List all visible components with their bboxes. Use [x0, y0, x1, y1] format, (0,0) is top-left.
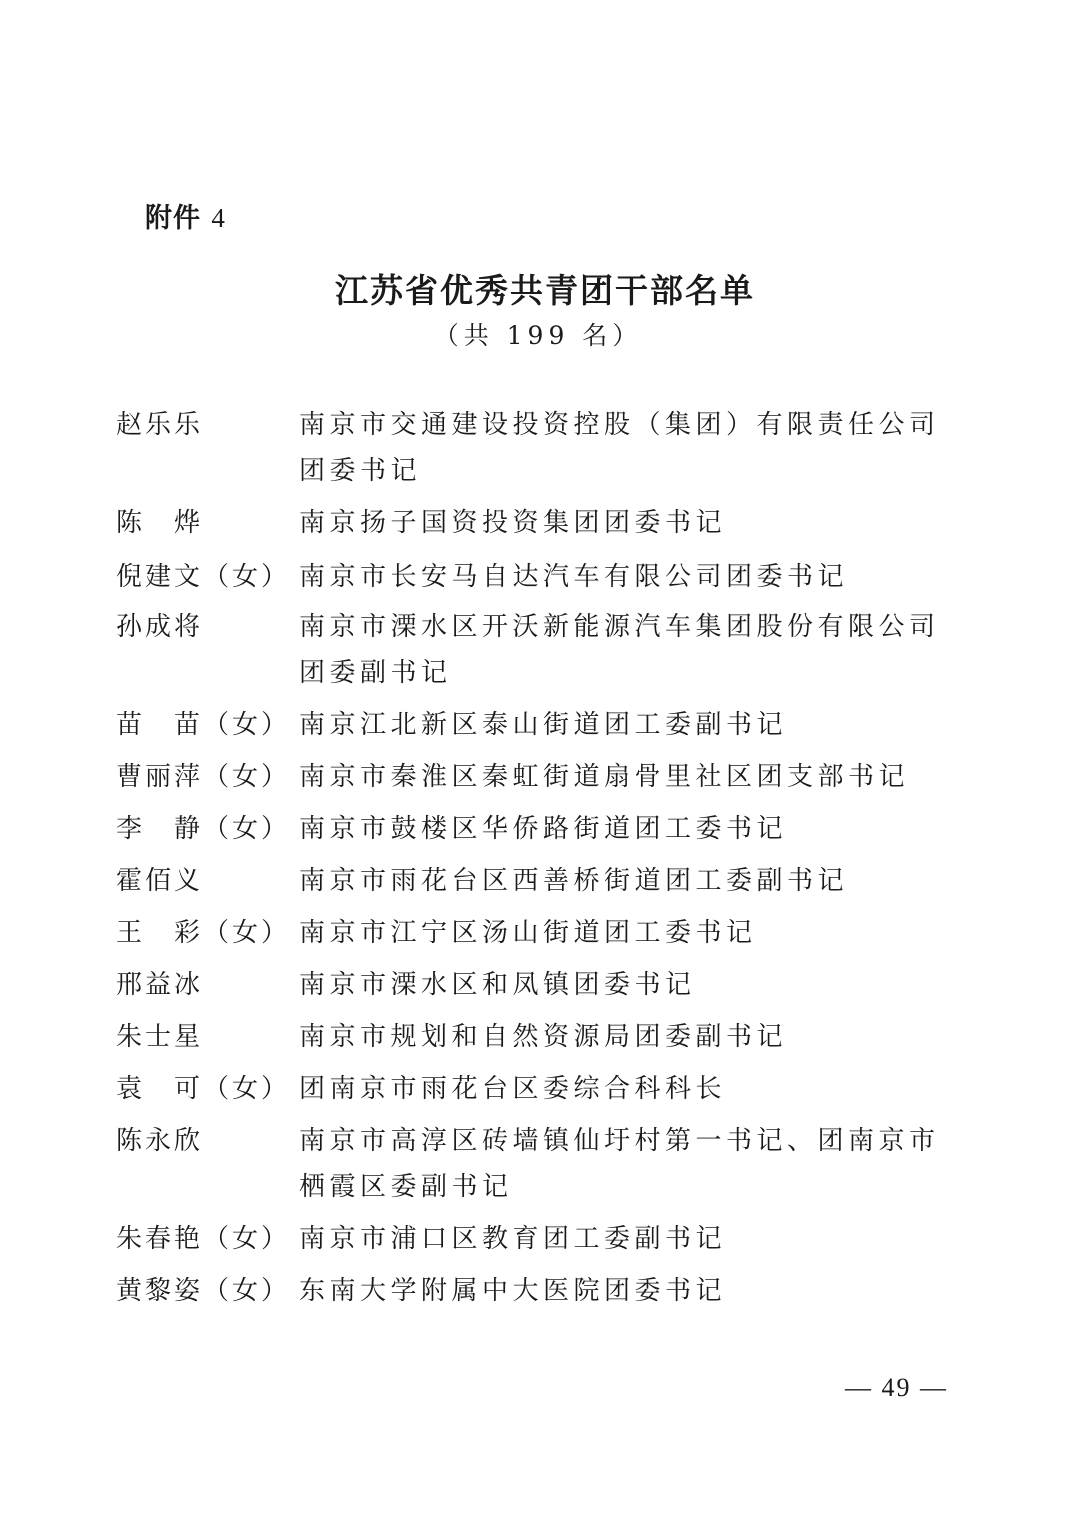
honoree-organization: 南京市交通建设投资控股（集团）有限责任公司团委书记 — [299, 410, 940, 486]
list-item — [116, 806, 946, 852]
list-item — [116, 402, 946, 494]
list-item — [116, 754, 946, 800]
honoree-organization: 南京市高淳区砖墙镇仙圩村第一书记、团南京市栖霞区委副书记 — [299, 1126, 940, 1202]
honoree-name: 王 彩（女） — [116, 918, 291, 948]
list-item — [116, 1268, 946, 1314]
honoree-name: 曹丽萍（女） — [116, 762, 291, 792]
honoree-name: 朱士星 — [116, 1022, 204, 1052]
honoree-organization: 南京市雨花台区西善桥街道团工委副书记 — [299, 866, 849, 896]
honoree-name: 孙成将 — [116, 612, 204, 642]
honoree-name: 陈 烨 — [116, 508, 204, 538]
page-number: — 49 — — [845, 1373, 948, 1402]
honoree-name: 袁 可（女） — [116, 1074, 291, 1104]
honoree-organization: 南京市秦淮区秦虹街道扇骨里社区团支部书记 — [299, 762, 910, 792]
honoree-name: 李 静（女） — [116, 814, 291, 844]
list-item — [116, 500, 946, 546]
honoree-organization: 东南大学附属中大医院团委书记 — [299, 1276, 727, 1306]
honoree-list — [116, 402, 946, 1320]
list-item — [116, 604, 946, 696]
honoree-organization: 南京市江宁区汤山街道团工委书记 — [299, 918, 757, 948]
honoree-name: 倪建文（女） — [116, 562, 291, 592]
honoree-organization: 南京江北新区泰山街道团工委副书记 — [299, 710, 788, 740]
honoree-organization: 团南京市雨花台区委综合科科长 — [299, 1074, 727, 1104]
attachment-label — [145, 196, 226, 235]
list-item — [116, 858, 946, 904]
list-item — [116, 554, 946, 600]
document-subtitle: （共 199 名） — [433, 321, 643, 350]
honoree-name: 霍佰义 — [116, 866, 204, 896]
list-item — [116, 1066, 946, 1112]
honoree-organization: 南京市规划和自然资源局团委副书记 — [299, 1022, 788, 1052]
list-item — [116, 1014, 946, 1060]
honoree-organization: 南京扬子国资投资集团团委书记 — [299, 508, 727, 538]
honoree-organization: 南京市鼓楼区华侨路街道团工委书记 — [299, 814, 788, 844]
honoree-organization: 南京市溧水区和凤镇团委书记 — [299, 970, 696, 1000]
list-item — [116, 702, 946, 748]
honoree-organization: 南京市长安马自达汽车有限公司团委书记 — [299, 562, 849, 592]
list-item — [116, 1216, 946, 1262]
attachment-prefix: 附件 — [145, 203, 201, 234]
list-item — [116, 910, 946, 956]
honoree-name: 黄黎姿（女） — [116, 1276, 291, 1306]
list-item — [116, 1118, 946, 1210]
honoree-organization: 南京市溧水区开沃新能源汽车集团股份有限公司团委副书记 — [299, 612, 940, 688]
attachment-number: 4 — [211, 203, 226, 233]
honoree-name: 朱春艳（女） — [116, 1224, 291, 1254]
honoree-organization: 南京市浦口区教育团工委副书记 — [299, 1224, 727, 1254]
honoree-name: 陈永欣 — [116, 1126, 204, 1156]
honoree-name: 苗 苗（女） — [116, 710, 291, 740]
list-item — [116, 962, 946, 1008]
honoree-name: 邢益冰 — [116, 970, 204, 1000]
honoree-name: 赵乐乐 — [116, 410, 204, 440]
document-title: 江苏省优秀共青团干部名单 — [335, 271, 755, 310]
